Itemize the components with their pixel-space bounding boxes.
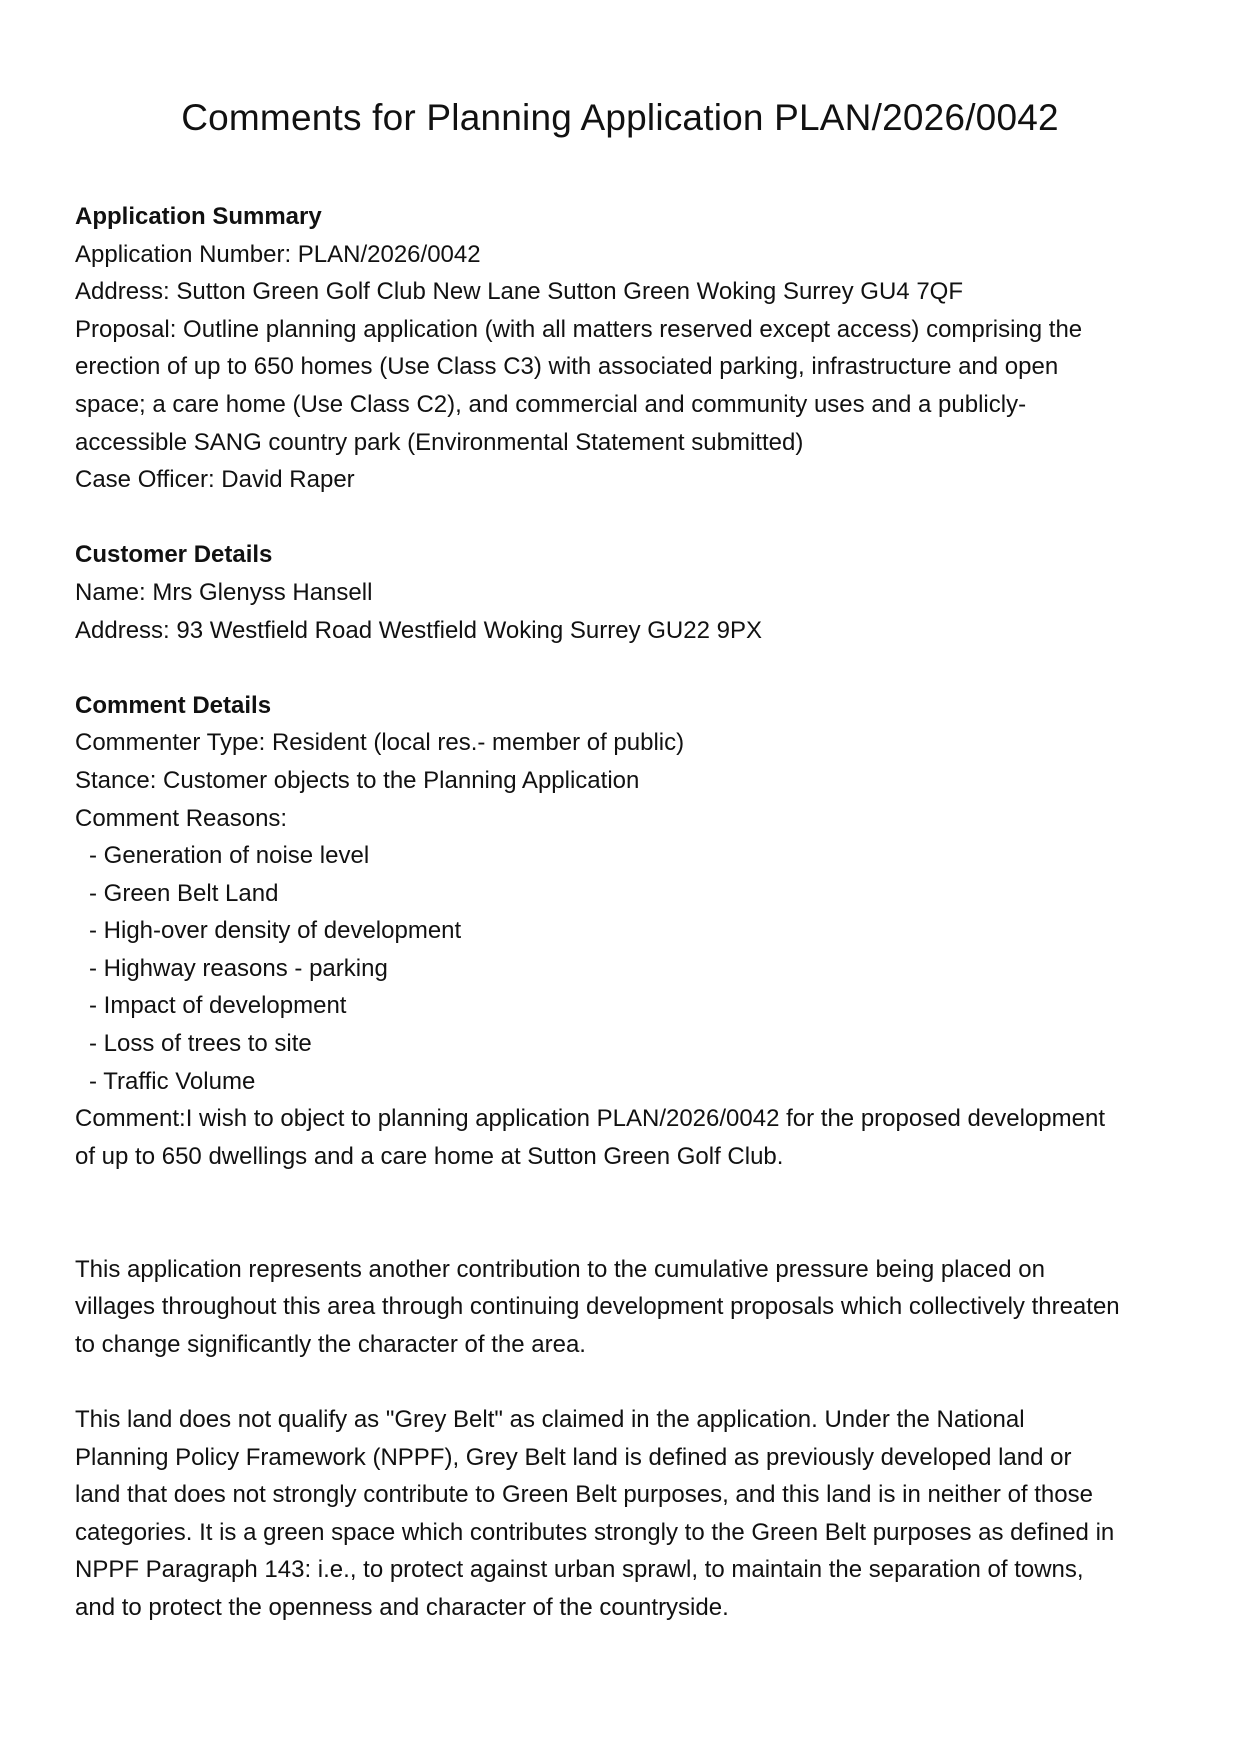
paragraph-line: Planning Policy Framework (NPPF), Grey Belt land is defined as previously developed land or: [75, 1443, 1072, 1471]
proposal-line: erection of up to 650 homes (Use Class C3) with associated parking, infrastructure and open: [75, 353, 1059, 381]
comment-reason-item: - Highway reasons - parking: [89, 954, 388, 982]
paragraph-line: This land does not qualify as "Grey Belt" as claimed in the application. Under the National: [75, 1406, 1025, 1433]
application-summary-heading: Application Summary: [75, 203, 322, 230]
comment-reasons-list: [75, 837, 1175, 1100]
spacer: [75, 649, 1175, 687]
comment-details-heading: Comment Details: [75, 691, 272, 719]
paragraph-line: villages throughout this area through continuing development proposals which collectively threaten: [75, 1293, 1120, 1321]
paragraph-line: and to protect the openness and character of the countryside.: [75, 1593, 729, 1621]
comment-text-line: Comment:I wish to object to planning application PLAN/2026/0042 for the proposed development: [75, 1105, 1105, 1133]
comment-reason-item: - High-over density of development: [89, 917, 462, 945]
paragraph-line: NPPF Paragraph 143: i.e., to protect against urban sprawl, to maintain the separation of towns,: [75, 1556, 1084, 1584]
page-title: Comments for Planning Application PLAN/2026/0042: [181, 97, 1059, 138]
spacer: [75, 1175, 1175, 1250]
paragraph-line: land that does not strongly contribute to Green Belt purposes, and this land is in neither of those: [75, 1481, 1093, 1509]
comment-paragraph-2: [75, 1401, 1175, 1627]
comment-reason-item: - Traffic Volume: [89, 1067, 256, 1095]
comment-details-section: [75, 687, 1175, 1176]
customer-details-heading: Customer Details: [75, 541, 273, 569]
comment-reason-item: - Generation of noise level: [89, 842, 370, 870]
document-body: [75, 198, 1175, 1627]
customer-details-section: [75, 536, 1175, 649]
application-number: Application Number: PLAN/2026/0042: [75, 240, 481, 268]
comment-reasons-label: Comment Reasons:: [75, 804, 288, 832]
comment-reason-item: - Loss of trees to site: [89, 1030, 312, 1058]
case-officer: Case Officer: David Raper: [75, 466, 355, 494]
comment-reason-item: - Green Belt Land: [89, 879, 279, 907]
stance: Stance: Customer objects to the Planning Application: [75, 766, 640, 794]
paragraph-line: to change significantly the character of the area.: [75, 1330, 586, 1358]
application-address: Address: Sutton Green Golf Club New Lane Sutton Green Woking Surrey GU4 7QF: [75, 278, 963, 306]
commenter-type: Commenter Type: Resident (local res.- member of public): [75, 729, 685, 757]
spacer: [75, 499, 1175, 537]
paragraph-line: This application represents another contribution to the cumulative pressure being placed on: [75, 1255, 1045, 1283]
paragraph-line: categories. It is a green space which contributes strongly to the Green Belt purposes as defined in: [75, 1518, 1115, 1546]
proposal-line: accessible SANG country park (Environmental Statement submitted): [75, 428, 804, 456]
comment-text-line: of up to 650 dwellings and a care home at Sutton Green Golf Club.: [75, 1142, 784, 1170]
comment-reason-item: - Impact of development: [89, 992, 347, 1020]
proposal-line: space; a care home (Use Class C2), and commercial and community uses and a publicly-: [75, 390, 1027, 418]
proposal-line: Proposal: Outline planning application (with all matters reserved except access) comprising the: [75, 315, 1083, 343]
comment-paragraph-1: [75, 1251, 1175, 1364]
customer-name: Name: Mrs Glenyss Hansell: [75, 578, 373, 606]
application-summary-section: [75, 198, 1175, 499]
spacer: [75, 1363, 1175, 1401]
customer-address: Address: 93 Westfield Road Westfield Woking Surrey GU22 9PX: [75, 616, 762, 644]
